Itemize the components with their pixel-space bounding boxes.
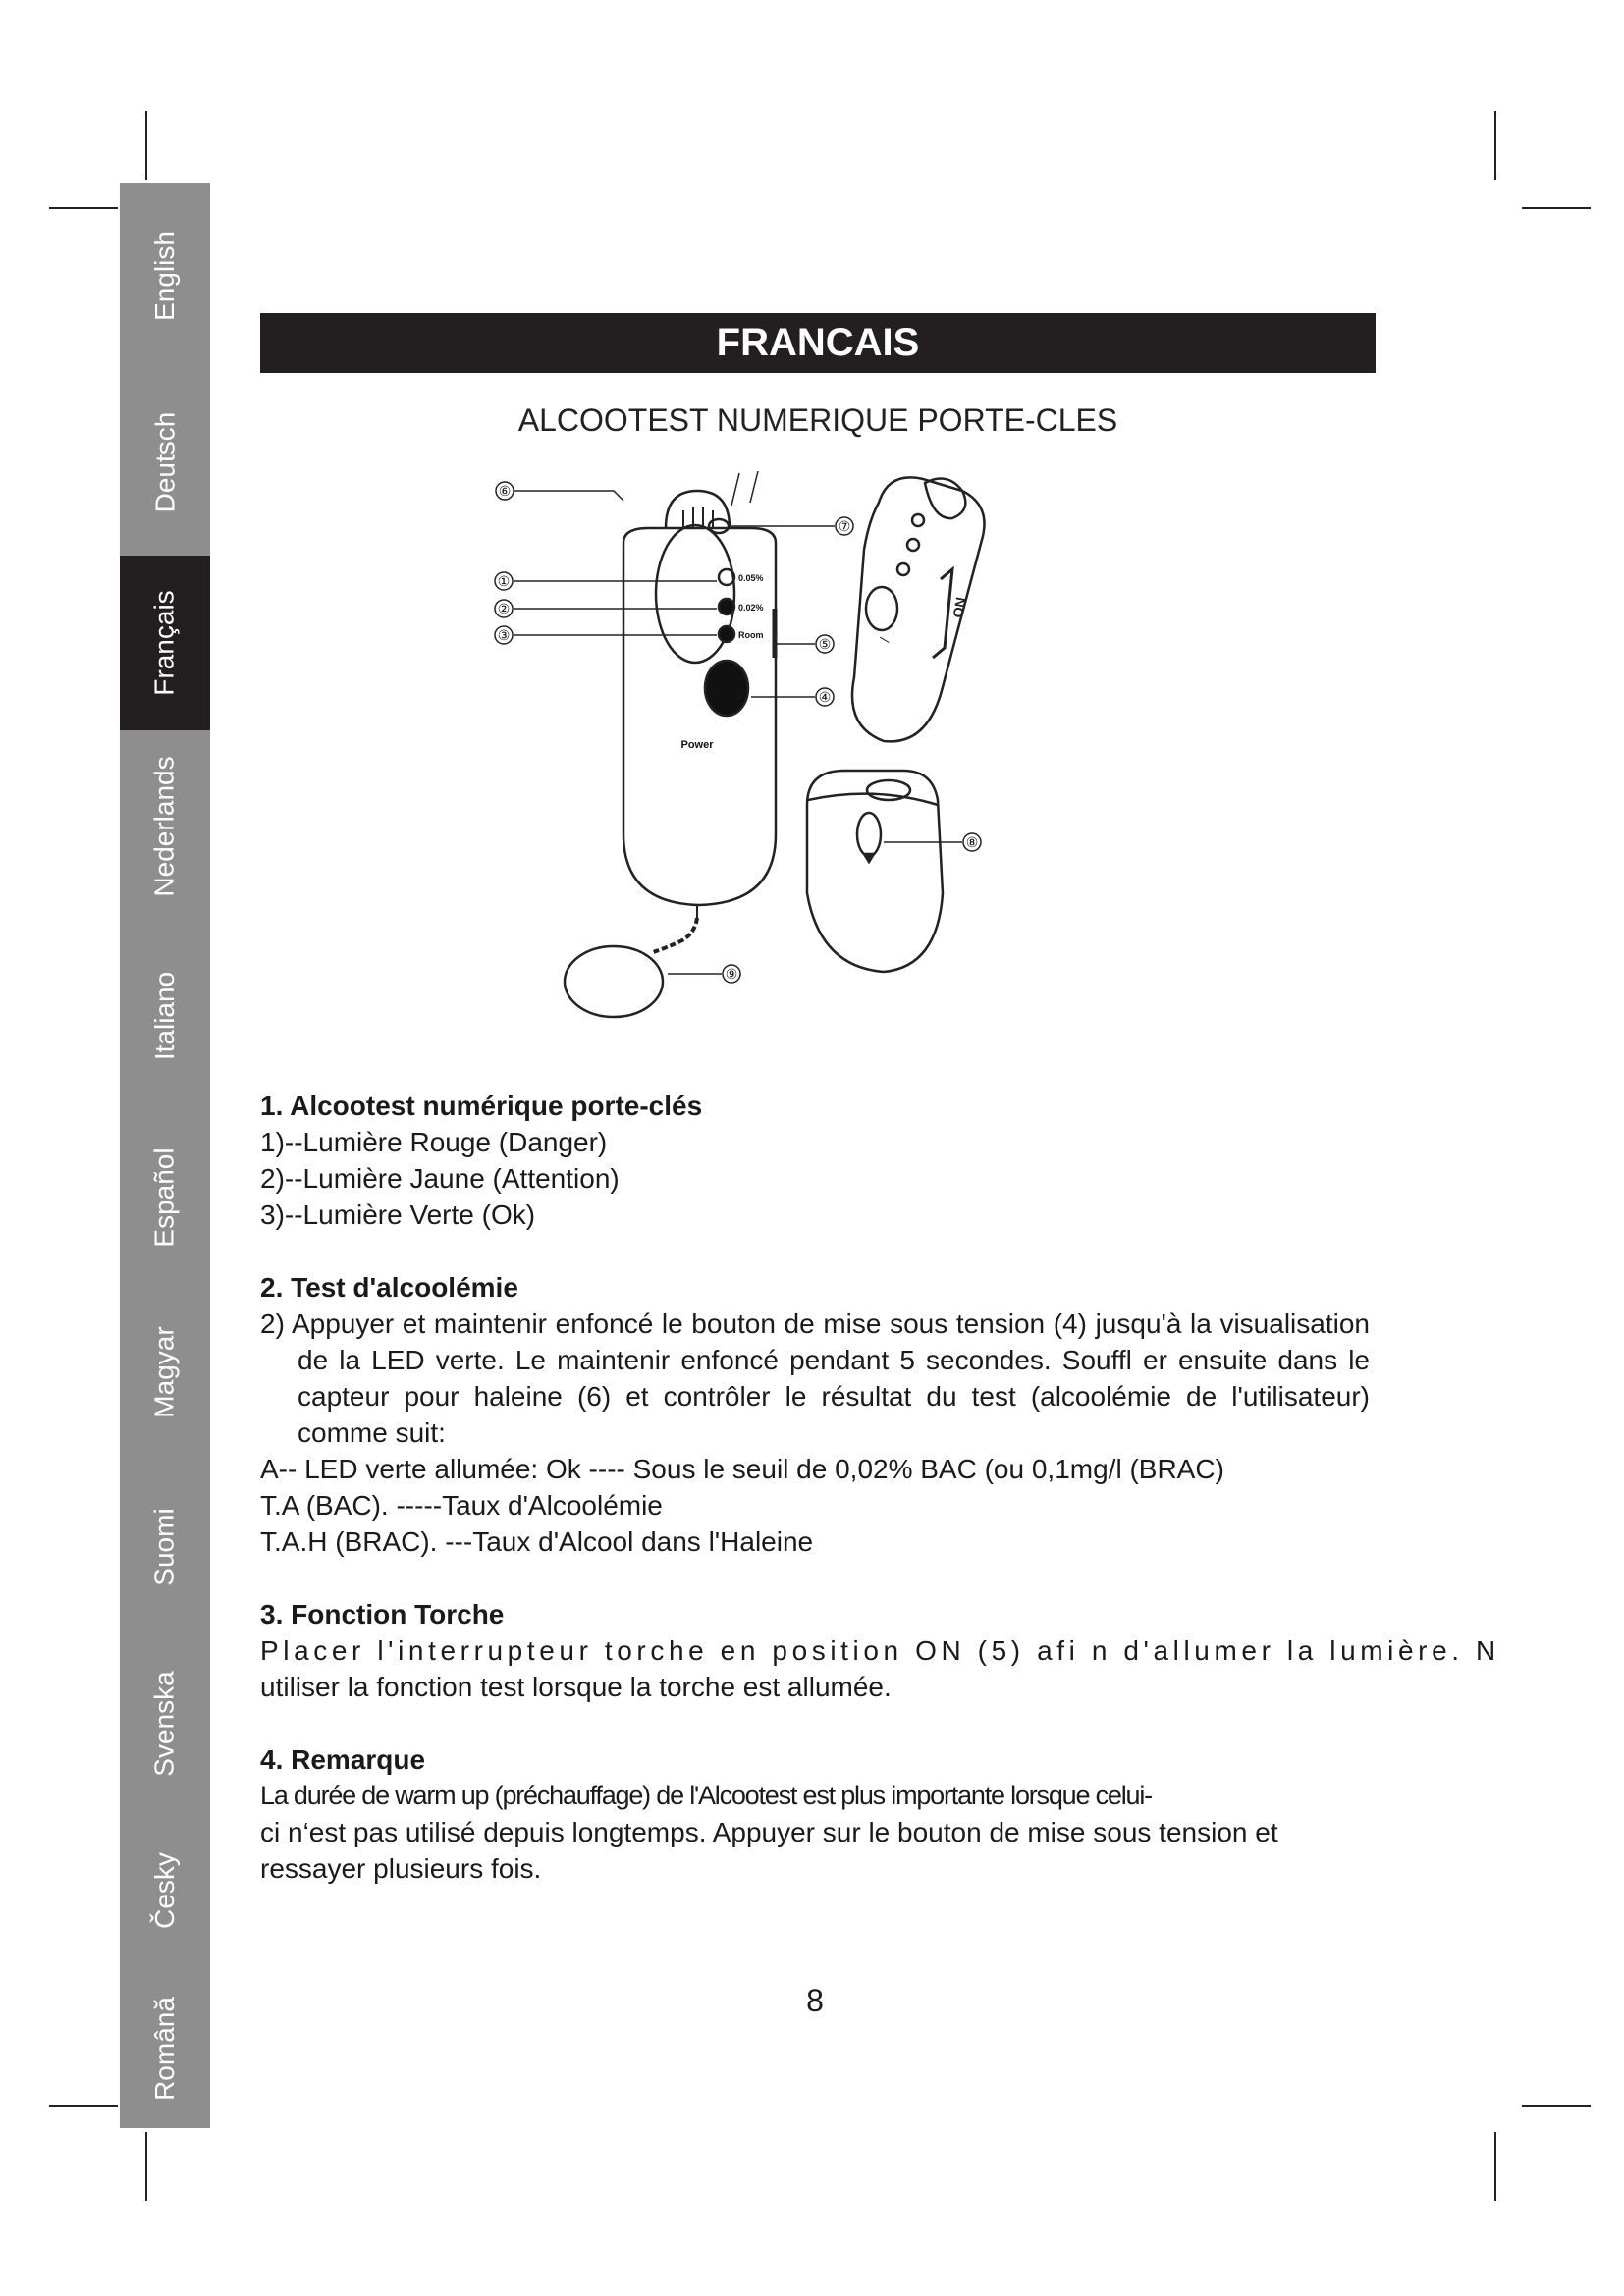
section-3-title: 3. Fonction Torche xyxy=(260,1599,505,1629)
tab-nederlands[interactable] xyxy=(120,730,210,923)
product-illustration xyxy=(497,461,1100,1031)
crop-mark xyxy=(145,2132,147,2201)
callout-8: ⑧ xyxy=(965,834,979,850)
section-3-line: Placer l'interrupteur torche en position ON (5) afi n d'allumer la lumière. N xyxy=(260,1635,1500,1666)
tab-label: Nederlands xyxy=(149,756,181,897)
crop-mark xyxy=(1522,2105,1591,2107)
list-item: 1)--Lumière Rouge (Danger) xyxy=(260,1127,608,1157)
crop-mark xyxy=(1494,2132,1496,2201)
section-4-title: 4. Remarque xyxy=(260,1744,426,1775)
page-title: ALCOOTEST NUMERIQUE PORTE-CLES xyxy=(517,402,1118,438)
tab-deutsch[interactable] xyxy=(120,369,210,556)
section-banner: FRANCAIS xyxy=(260,313,1376,373)
led-label-red: 0.05% xyxy=(738,573,764,583)
back-device-drawing xyxy=(807,771,962,972)
tab-label: Français xyxy=(149,590,180,696)
callout-2: ② xyxy=(497,601,511,616)
callout-4: ④ xyxy=(818,689,832,705)
crop-mark xyxy=(1494,111,1496,180)
list-item: A-- LED verte allumée: Ok ---- Sous le seuil de 0,02% BAC (ou 0,1mg/l (BRAC) xyxy=(260,1454,1224,1484)
page-number: 8 xyxy=(806,1983,824,2018)
tab-magyar[interactable] xyxy=(120,1286,210,1459)
tab-cesky[interactable] xyxy=(120,1812,210,1969)
led-label-yellow: 0.02% xyxy=(738,603,764,613)
tab-espanol[interactable] xyxy=(120,1109,210,1286)
list-item: 3)--Lumière Verte (Ok) xyxy=(260,1200,536,1230)
switch-label-on: ON xyxy=(949,596,969,619)
section-4-line: ci n‘est pas utilisé depuis longtemps. Appuyer sur le bouton de mise sous tension et xyxy=(260,1817,1278,1847)
callout-7: ⑦ xyxy=(838,518,851,534)
list-item: 2)--Lumière Jaune (Attention) xyxy=(260,1163,620,1194)
section-4-line: La durée de warm up (préchauffage) de l'Alcootest est plus importante lorsque celui- xyxy=(260,1781,1152,1810)
list-item: T.A.H (BRAC). ---Taux d'Alcool dans l'Haleine xyxy=(260,1526,814,1557)
led-label-green: Room xyxy=(738,630,764,640)
tab-label: Español xyxy=(149,1148,180,1248)
callout-1: ① xyxy=(497,573,511,589)
tab-label: English xyxy=(149,231,180,321)
section-3-line: utiliser la fonction test lorsque la torche est allumée. xyxy=(260,1672,892,1702)
tab-italiano[interactable] xyxy=(120,923,210,1109)
callout-9: ⑨ xyxy=(725,966,738,982)
list-item: T.A (BAC). -----Taux d'Alcoolémie xyxy=(260,1490,663,1521)
callout-6: ⑥ xyxy=(498,483,512,499)
side-device-drawing xyxy=(852,477,985,741)
tab-label: Svenska xyxy=(149,1671,180,1777)
tab-francais[interactable] xyxy=(120,556,210,730)
tab-romana[interactable] xyxy=(120,1969,210,2128)
tab-label: Magyar xyxy=(149,1326,180,1418)
front-device-drawing xyxy=(514,471,835,1017)
svg-text:/: / xyxy=(876,635,893,644)
tab-suomi[interactable] xyxy=(120,1459,210,1635)
callout-5: ⑤ xyxy=(818,636,832,652)
tab-label: Suomi xyxy=(149,1508,180,1586)
section-2-title: 2. Test d'alcoolémie xyxy=(260,1272,518,1303)
tab-label: Česky xyxy=(148,1852,180,1929)
crop-mark xyxy=(145,111,147,180)
language-tabs xyxy=(120,183,210,2128)
manual-content xyxy=(260,1088,1500,1887)
section-4-line: ressayer plusieurs fois. xyxy=(260,1853,542,1884)
crop-mark xyxy=(1522,207,1591,209)
tab-label: Deutsch xyxy=(149,411,180,513)
crop-mark xyxy=(49,207,118,209)
section-2-paragraph: 2) Appuyer et maintenir enfoncé le bouton de mise sous tension (4) jusqu'à la visualisation de la LED verte. Le maintenir enfoncé pendant 5 secondes. Souffl er ensuite dans le capteur pour haleine (6) et contrôler le résultat du test (alcoolémie de l'utilisateur) comme suit: xyxy=(260,1308,1370,1448)
tab-label: Română xyxy=(149,1997,180,2101)
tab-label: Italiano xyxy=(148,971,180,1061)
power-button-label: Power xyxy=(680,739,714,751)
tab-english[interactable] xyxy=(120,183,210,369)
callout-3: ③ xyxy=(497,627,511,643)
section-1-title: 1. Alcootest numérique porte-clés xyxy=(260,1091,703,1121)
tab-svenska[interactable] xyxy=(120,1635,210,1812)
crop-mark xyxy=(49,2105,118,2107)
